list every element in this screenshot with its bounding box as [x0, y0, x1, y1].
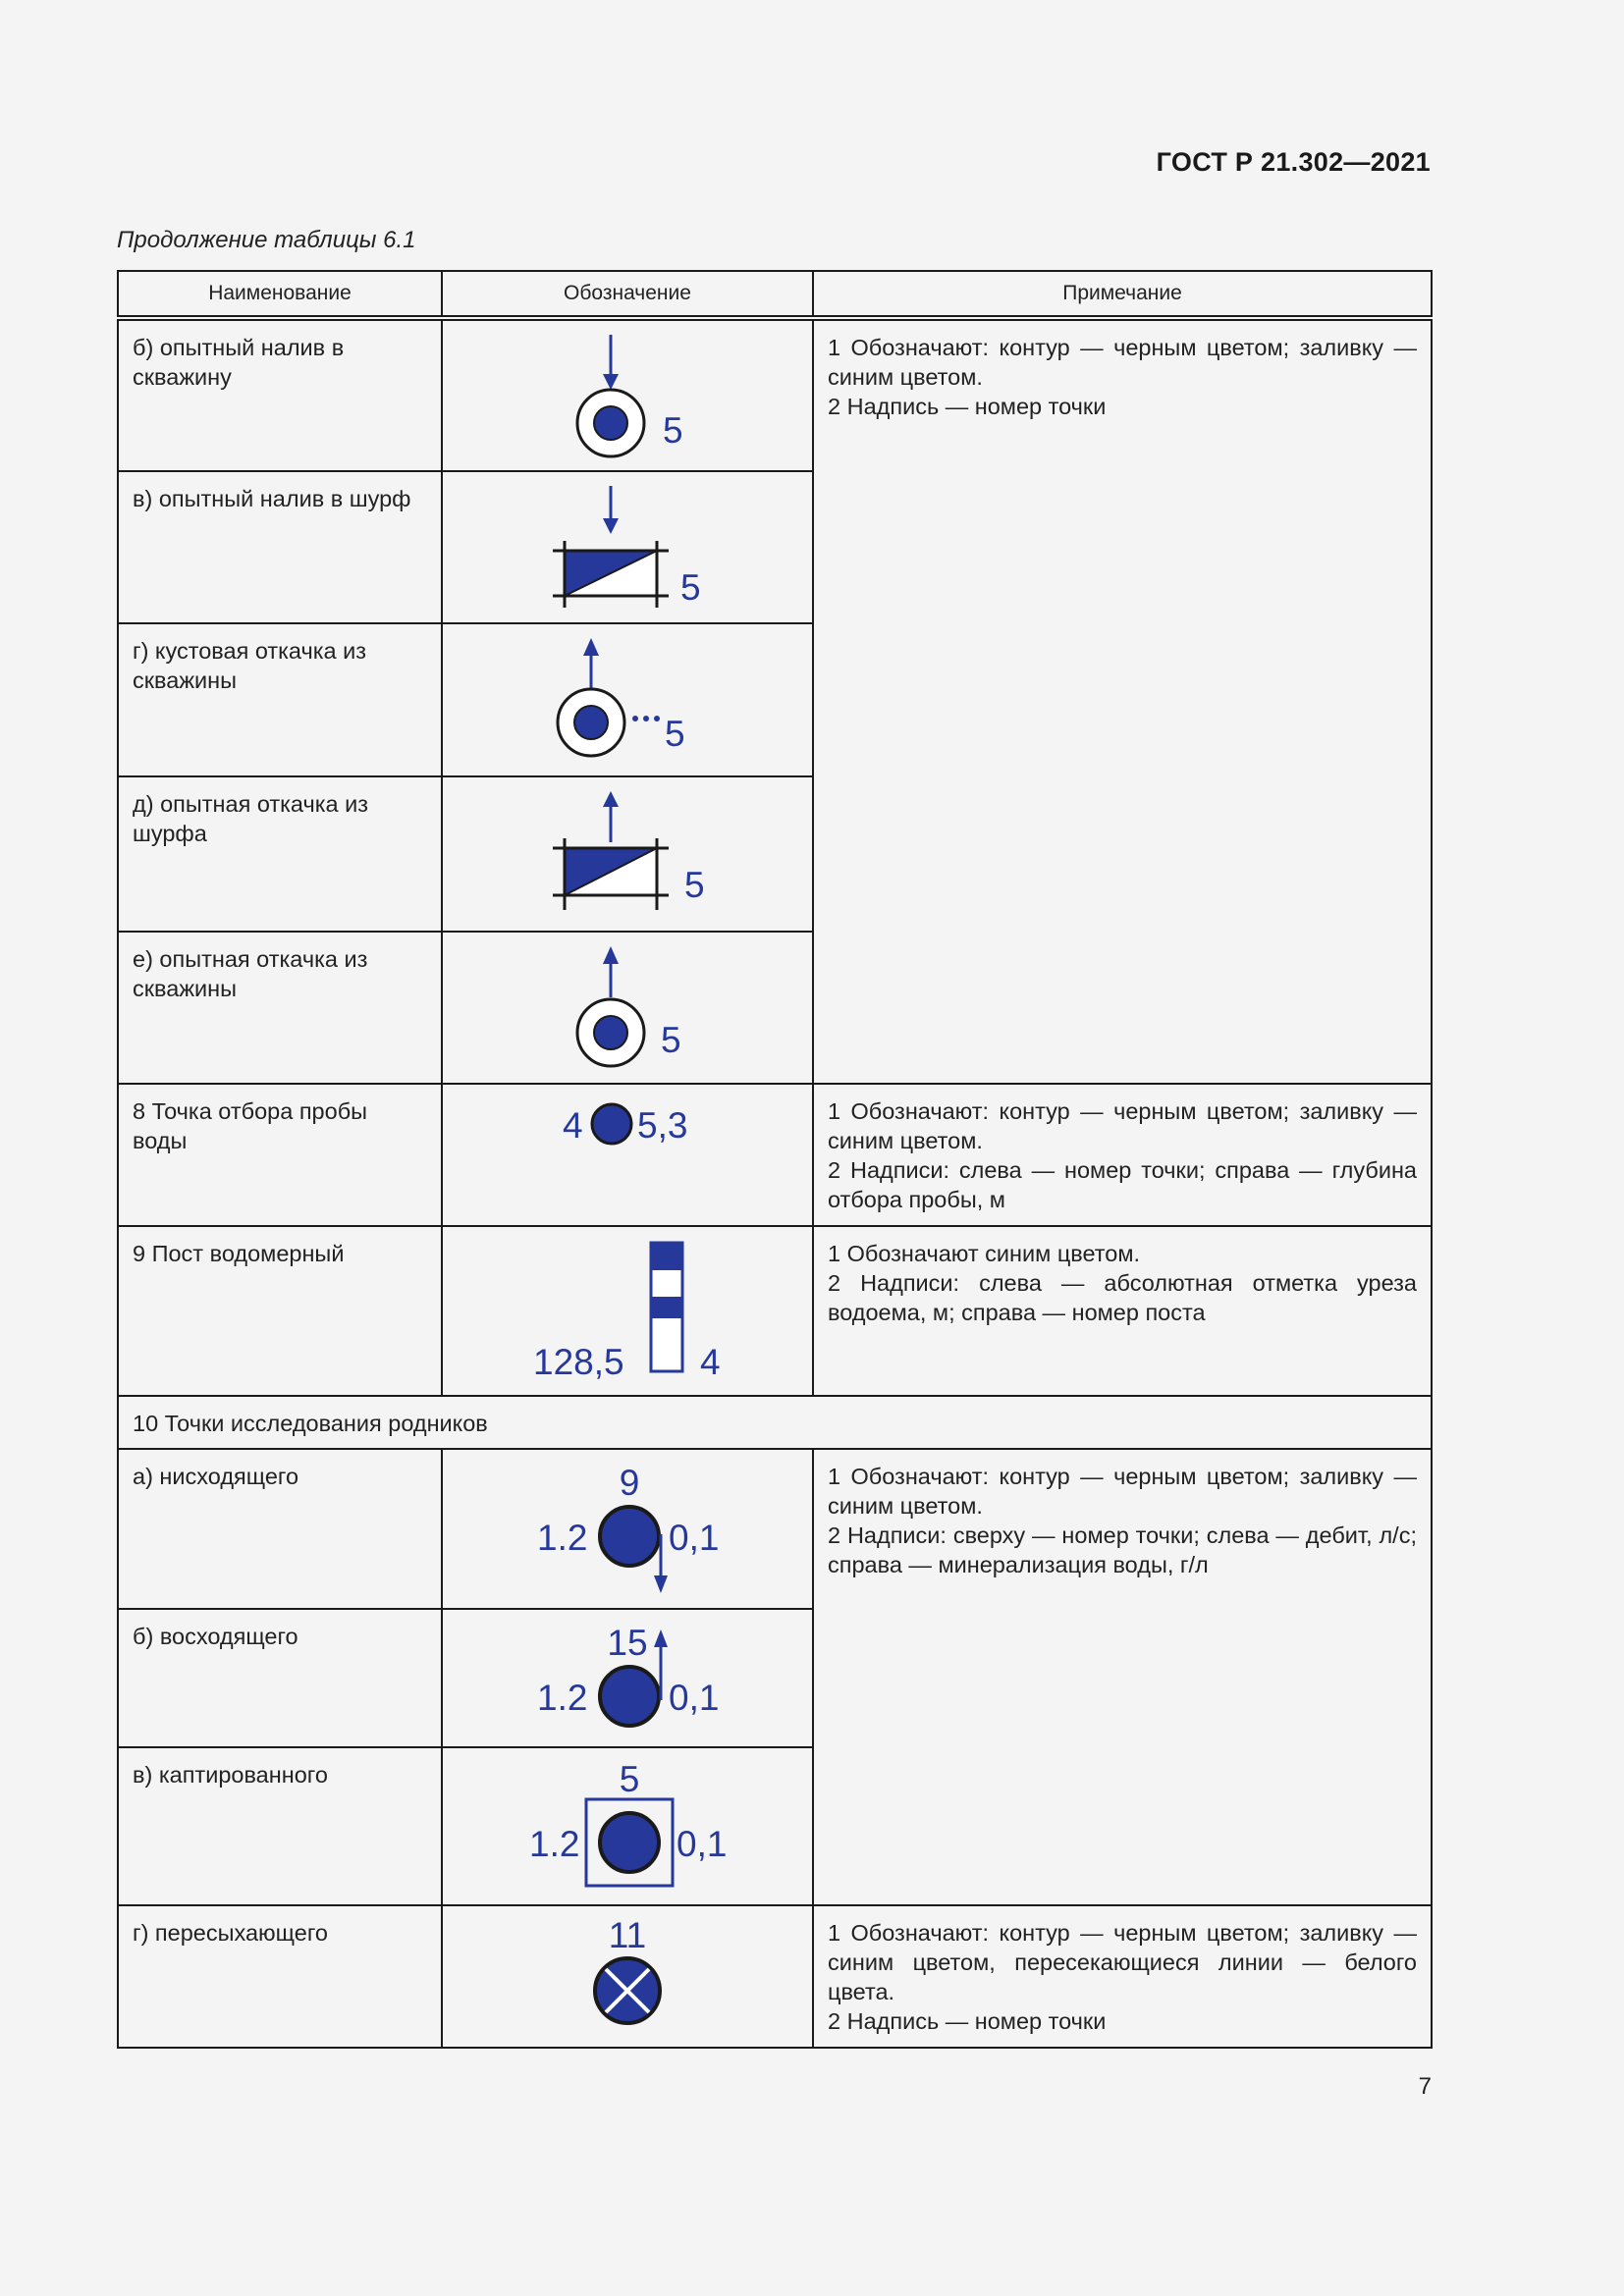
note-line: 1 Обозначают: контур — черным цветом; заливку — синим цветом.	[828, 1098, 1417, 1153]
discharge-label: 1.2	[537, 1678, 588, 1718]
point-number-label: 5	[663, 410, 683, 451]
symbol-cell	[442, 623, 813, 776]
symbols-table	[117, 270, 1433, 2049]
symbol-cell	[442, 932, 813, 1084]
water-sample-symbol	[443, 1085, 814, 1227]
mineralization-label: 0,1	[677, 1824, 728, 1864]
note-line: 2 Надпись — номер точки	[828, 394, 1107, 419]
header-name: Наименование	[118, 271, 442, 318]
point-number-label: 5	[661, 1020, 681, 1060]
symbol-cell	[442, 1449, 813, 1609]
note-cell	[813, 1084, 1432, 1226]
table-header-row	[118, 271, 1432, 318]
descending-spring-symbol	[443, 1450, 814, 1610]
note-line: 1 Обозначают синим цветом.	[828, 1241, 1141, 1266]
point-number-label: 5	[665, 714, 685, 754]
mineralization-label: 0,1	[669, 1518, 720, 1558]
cluster-pumping-symbol	[443, 624, 814, 777]
discharge-label: 1.2	[529, 1824, 580, 1864]
header-symbol: Обозначение	[442, 271, 813, 318]
row-name: в) каптированного	[118, 1747, 442, 1905]
well-pumping-symbol	[443, 933, 814, 1085]
symbol-cell	[442, 1226, 813, 1396]
note-line: 2 Надписи: слева — номер точки; справа — глубина отбора пробы, м	[828, 1157, 1417, 1212]
ascending-spring-symbol	[443, 1610, 814, 1748]
point-number-label: 5	[619, 1759, 640, 1799]
row-name: а) нисходящего	[118, 1449, 442, 1609]
row-name: в) опытный налив в шурф	[118, 471, 442, 623]
sample-depth-label: 5,3	[637, 1105, 688, 1146]
note-line: 1 Обозначают: контур — черным цветом; заливку — синим цветом.	[828, 335, 1417, 390]
well-infill-symbol	[443, 321, 814, 474]
symbol-cell	[442, 1747, 813, 1905]
point-number-label: 5	[684, 865, 705, 905]
section-title: 10 Точки исследования родников	[118, 1396, 1432, 1449]
row-name: е) опытная откачка из скважины	[118, 932, 442, 1084]
table-row	[118, 1449, 1432, 1609]
table-row	[118, 1084, 1432, 1226]
water-gauge-post-symbol	[443, 1227, 814, 1397]
symbol-cell	[442, 471, 813, 623]
note-cell	[813, 1226, 1432, 1396]
point-number-label: 11	[608, 1915, 647, 1955]
captured-spring-symbol	[443, 1748, 814, 1906]
symbol-cell	[442, 1609, 813, 1747]
note-line: 1 Обозначают: контур — черным цветом; заливку — синим цветом, пересекающиеся линии — белого цвета.	[828, 1920, 1417, 2004]
drying-spring-symbol	[443, 1906, 814, 2049]
note-line: 2 Надписи: сверху — номер точки; слева — дебит, л/с; справа — минерализация воды, г/л	[828, 1522, 1417, 1577]
table-row	[118, 318, 1432, 471]
point-number-label: 9	[619, 1463, 640, 1503]
row-name: д) опытная откачка из шурфа	[118, 776, 442, 932]
point-number-label: 5	[680, 567, 701, 608]
row-name: г) кустовая откачка из скважины	[118, 623, 442, 776]
point-number-label: 15	[607, 1623, 648, 1663]
symbol-cell	[442, 776, 813, 932]
water-level-label: 128,5	[533, 1342, 624, 1382]
note-cell	[813, 1905, 1432, 2048]
pit-infill-symbol	[443, 472, 814, 624]
symbol-cell	[442, 1905, 813, 2048]
row-name: 8 Точка отбора пробы воды	[118, 1084, 442, 1226]
row-name: 9 Пост водомерный	[118, 1226, 442, 1396]
row-name: б) опытный налив в скважину	[118, 318, 442, 471]
mineralization-label: 0,1	[669, 1678, 720, 1718]
table-section-row	[118, 1396, 1432, 1449]
table-row	[118, 1905, 1432, 2048]
row-name: б) восходящего	[118, 1609, 442, 1747]
note-cell	[813, 318, 1432, 1084]
document-code: ГОСТ Р 21.302—2021	[1156, 147, 1431, 177]
note-line: 1 Обозначают: контур — черным цветом; заливку — синим цветом.	[828, 1464, 1417, 1519]
note-line: 2 Надпись — номер точки	[828, 2008, 1107, 2034]
discharge-label: 1.2	[537, 1518, 588, 1558]
post-number-label: 4	[700, 1342, 721, 1382]
symbol-cell	[442, 318, 813, 471]
table-row	[118, 1226, 1432, 1396]
symbol-cell	[442, 1084, 813, 1226]
note-cell	[813, 1449, 1432, 1905]
header-note: Примечание	[813, 271, 1432, 318]
pit-pumping-symbol	[443, 777, 814, 933]
point-number-label: 4	[563, 1105, 583, 1146]
page-number: 7	[1418, 2073, 1432, 2100]
table-continuation-caption: Продолжение таблицы 6.1	[117, 227, 416, 253]
note-line: 2 Надписи: слева — абсолютная отметка уреза водоема, м; справа — номер поста	[828, 1270, 1417, 1325]
row-name: г) пересыхающего	[118, 1905, 442, 2048]
